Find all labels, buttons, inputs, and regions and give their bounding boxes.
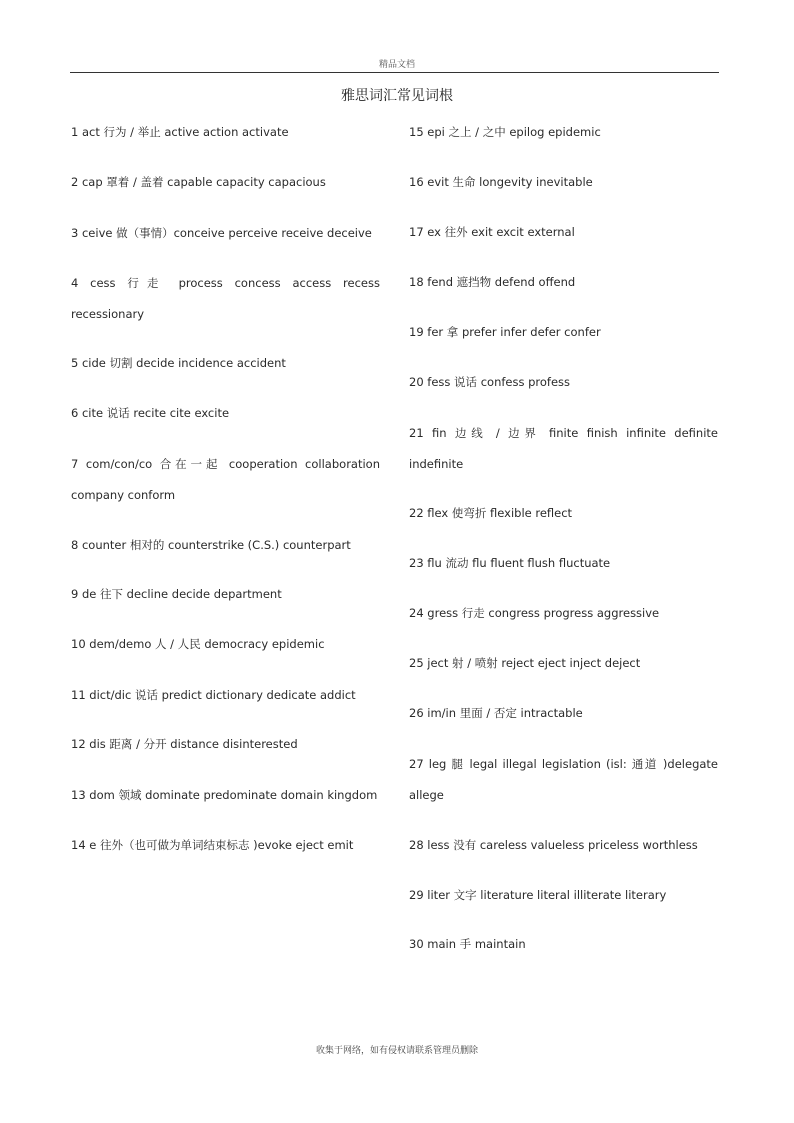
root-entry-text: 6 cite 说话 recite cite excite: [71, 406, 230, 420]
root-entry-21: [409, 418, 718, 480]
root-entry-14: [71, 830, 380, 861]
root-entry-13: [71, 780, 380, 811]
root-entry-27: [409, 749, 718, 811]
root-entry-2: [71, 168, 380, 196]
root-entry-28: [409, 830, 718, 861]
root-entry-text: 3 ceive 做（事情）conceive perceive receive deceive: [71, 226, 372, 240]
root-entry-text: 13 dom 领域 dominate predominate domain kingdom: [71, 788, 378, 802]
root-entry-16: [409, 168, 718, 196]
root-entry-text: 16 evit 生命 longevity inevitable: [409, 175, 593, 189]
root-entry-text: 8 counter 相对的 counterstrike (C.S.) counterpart: [71, 538, 351, 552]
left-column: [71, 118, 380, 880]
root-entry-18: [409, 268, 718, 296]
root-entry-text: 10 dem/demo 人 / 人民 democracy epidemic: [71, 637, 325, 651]
root-entry-1: [71, 118, 380, 146]
root-entry-text: 17 ex 往外 exit excit external: [409, 225, 575, 239]
footer-note: 收集于网络，如有侵权请联系管理员删除: [315, 1046, 478, 1056]
root-entry-text: 24 gress 行走 congress progress aggressive: [409, 606, 660, 620]
root-entry-30: [409, 930, 718, 958]
root-entry-text: 25 ject 射 / 喷射 reject eject inject deject: [409, 656, 641, 670]
document-title: 雅思词汇常见词根: [341, 88, 453, 104]
root-entry-text: 23 flu 流动 flu fluent flush fluctuate: [409, 556, 611, 570]
root-entry-text: 22 flex 使弯折 flexible reflect: [409, 506, 573, 520]
header-label: 精品文档: [378, 60, 415, 70]
root-entry-text: 11 dict/dic 说话 predict dictionary dedicate addict: [71, 688, 356, 702]
root-entry-25: [409, 649, 718, 677]
root-entry-12: [71, 730, 380, 758]
root-entry-10: [71, 630, 380, 658]
root-entry-5: [71, 349, 380, 377]
root-entry-4: [71, 268, 380, 330]
root-entry-text: 15 epi 之上 / 之中 epilog epidemic: [409, 125, 601, 139]
root-entry-22: [409, 499, 718, 527]
root-entry-15: [409, 118, 718, 146]
root-entry-7: [71, 449, 380, 511]
root-entry-text: 20 fess 说话 confess profess: [409, 375, 571, 389]
root-entry-text: 26 im/in 里面 / 否定 intractable: [409, 706, 583, 720]
root-entry-6: [71, 399, 380, 427]
root-entry-23: [409, 549, 718, 577]
root-entry-text: 27 leg 腿 legal illegal legislation (isl: 通道 )delegate allege: [409, 757, 718, 802]
root-entry-text: 14 e 往外（也可做为单词结束标志 )evoke eject emit: [71, 838, 354, 852]
root-entry-17: [409, 218, 718, 246]
root-entry-11: [71, 680, 380, 711]
root-entry-9: [71, 580, 380, 608]
right-column: [409, 118, 718, 980]
root-entry-text: 21 fin 边线 / 边界 finite finish infinite definite indefinite: [409, 426, 718, 471]
root-entry-26: [409, 699, 718, 727]
root-entry-text: 19 fer 拿 prefer infer defer confer: [409, 325, 601, 339]
root-entry-19: [409, 318, 718, 346]
root-entry-text: 29 liter 文字 literature literal illiterate literary: [409, 888, 667, 902]
root-entry-29: [409, 880, 718, 911]
root-entry-text: 30 main 手 maintain: [409, 937, 526, 951]
root-entry-text: 2 cap 罩着 / 盖着 capable capacity capacious: [71, 175, 326, 189]
root-entry-text: 28 less 没有 careless valueless priceless worthless: [409, 838, 698, 852]
root-entry-8: [71, 530, 380, 561]
root-entry-text: 4 cess 行走 process concess access recess recessionary: [71, 276, 380, 321]
root-entry-text: 9 de 往下 decline decide department: [71, 587, 282, 601]
root-entry-text: 7 com/con/co 合在一起 cooperation collaboration company conform: [71, 457, 380, 502]
root-entry-text: 5 cide 切割 decide incidence accident: [71, 356, 286, 370]
root-entry-text: 1 act 行为 / 举止 active action activate: [71, 125, 289, 139]
root-entry-3: [71, 218, 380, 249]
root-entry-text: 18 fend 遮挡物 defend offend: [409, 275, 576, 289]
header-divider: [70, 72, 719, 73]
root-entry-24: [409, 599, 718, 627]
root-entry-text: 12 dis 距离 / 分开 distance disinterested: [71, 737, 298, 751]
root-entry-20: [409, 368, 718, 396]
